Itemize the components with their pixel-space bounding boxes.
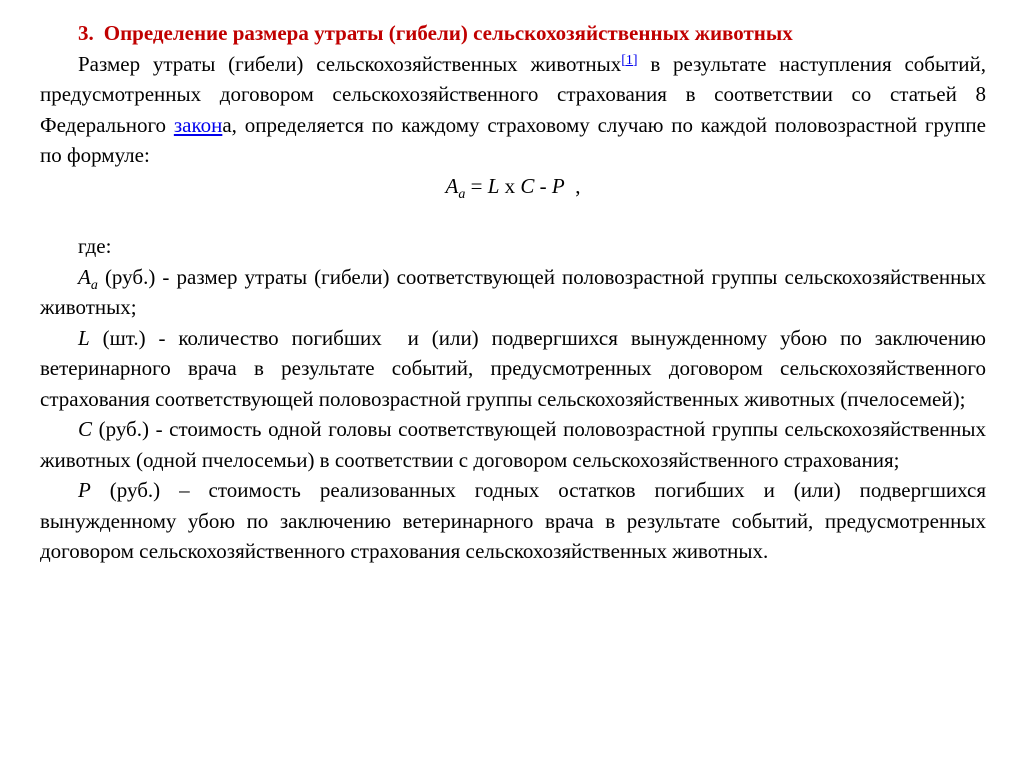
definition-symbol: L — [78, 325, 90, 350]
formula-minus: - — [534, 173, 552, 198]
section-heading — [40, 18, 986, 49]
document-page — [40, 18, 992, 567]
formula-C: C — [520, 173, 535, 198]
definition-text: (руб.) - стоимость одной головы соответствующей половозрастной группы сельскохозяйственных животных (одной пчелосемьи) в соответствии с договором сельскохозяйственного страхования; — [40, 417, 986, 472]
intro-text-1: Размер утраты (гибели) сельскохозяйственных животных — [78, 51, 622, 76]
definition-symbol: C — [78, 417, 93, 441]
definition-symbol: $A_a$ — [78, 264, 98, 293]
definition-item — [40, 475, 986, 567]
section-title: Определение размера утраты (гибели) сельскохозяйственных животных — [103, 21, 793, 45]
formula-tail: , — [564, 173, 581, 198]
definition-item — [40, 414, 986, 475]
formula-eq: = — [465, 173, 488, 198]
formula — [40, 171, 986, 202]
where-label: где: — [78, 234, 112, 258]
definition-item — [40, 323, 992, 415]
definition-symbol: P — [78, 478, 91, 502]
intro-paragraph — [40, 49, 986, 171]
formula-lhs-sub: a — [458, 186, 466, 202]
definition-text: (шт.) - количество погибших и (или) подвергшихся вынужденному убою по заключению ветеринарного врача в результате событий, предусмотренных договором сельскохозяйственного страхования соответствующей половозрастной группы сельскохозяйственных животных (пчелосемей); — [40, 325, 992, 411]
intro-text-2: в результате наступления событий, предусмотренных договором сельскохозяйственного страхования в соответствии со статьей 8 Федерального — [40, 51, 986, 137]
intro-text-3: а, определяется по каждому страховому случаю по каждой половозрастной группе по формуле: — [40, 112, 986, 167]
definition-text: (руб.) - размер утраты (гибели) соответствующей половозрастной группы сельскохозяйственных животных; — [40, 264, 986, 319]
footnote-link[interactable]: [1] — [621, 52, 638, 68]
formula-P: P — [551, 173, 565, 198]
formula-L: L — [487, 173, 500, 198]
formula-times: x — [499, 173, 521, 198]
definition-text: (руб.) – стоимость реализованных годных остатков погибших и (или) подвергшихся вынужденному убою по заключению ветеринарного врача в результате событий, предусмотренных договором сельскохозяйственного страхования сельскохозяйственных животных. — [40, 478, 986, 563]
formula-lhs: $A_a$ — [445, 173, 466, 202]
section-number: 3. — [78, 21, 94, 45]
definition-item — [40, 262, 986, 323]
law-link[interactable]: закон — [173, 112, 223, 137]
footnote-ref[interactable] — [621, 53, 637, 68]
